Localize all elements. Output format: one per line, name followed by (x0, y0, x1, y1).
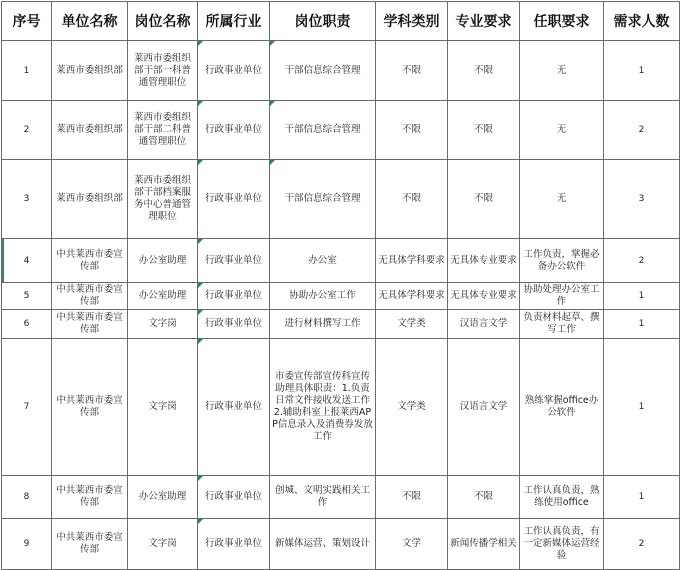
cell-headcount[interactable]: 2 (604, 239, 680, 283)
cell-discipline[interactable]: 无具体学科要求 (376, 239, 448, 283)
cell-requirement[interactable]: 负责材料起草、撰写工作 (520, 310, 604, 339)
header-unit[interactable]: 单位名称 (52, 2, 128, 41)
cell-industry[interactable]: 行政事业单位 (198, 160, 270, 239)
cell-position[interactable]: 办公室助理 (128, 476, 198, 519)
cell-duty[interactable]: 进行材料撰写工作 (270, 310, 376, 339)
cell-position[interactable]: 莱西市委组织部干部二科普通管理职位 (128, 101, 198, 160)
cell-headcount[interactable]: 1 (604, 476, 680, 519)
cell-unit[interactable]: 莱西市委组织部 (52, 160, 128, 239)
cell-major[interactable]: 新闻传播学相关 (448, 519, 520, 570)
cell-unit[interactable]: 中共莱西市委宣传部 (52, 239, 128, 283)
cell-requirement[interactable]: 工作认真负责，有一定新媒体运营经验 (520, 519, 604, 570)
cell-position[interactable]: 文字岗 (128, 339, 198, 476)
cell-headcount[interactable]: 2 (604, 101, 680, 160)
cell-major[interactable]: 无具体专业要求 (448, 239, 520, 283)
cell-industry[interactable]: 行政事业单位 (198, 239, 270, 283)
table-row (2, 41, 680, 101)
cell-industry[interactable]: 行政事业单位 (198, 310, 270, 339)
cell-industry[interactable]: 行政事业单位 (198, 41, 270, 101)
cell-headcount[interactable]: 1 (604, 339, 680, 476)
cell-index[interactable]: 9 (2, 519, 52, 570)
table-row (2, 476, 680, 519)
cell-position[interactable]: 莱西市委组织部干部档案服务中心普通管理职位 (128, 160, 198, 239)
cell-index[interactable]: 5 (2, 283, 52, 310)
cell-unit[interactable]: 中共莱西市委宣传部 (52, 310, 128, 339)
header-headcount[interactable]: 需求人数 (604, 2, 680, 41)
cell-discipline[interactable]: 文学 (376, 519, 448, 570)
cell-major[interactable]: 无具体专业要求 (448, 283, 520, 310)
cell-position[interactable]: 办公室助理 (128, 239, 198, 283)
cell-duty[interactable]: 新媒体运营、策划设计 (270, 519, 376, 570)
cell-duty[interactable]: 干部信息综合管理 (270, 101, 376, 160)
header-index[interactable]: 序号 (2, 2, 52, 41)
cell-headcount[interactable]: 3 (604, 160, 680, 239)
table-row (2, 239, 680, 283)
table-row (2, 339, 680, 476)
cell-duty[interactable]: 干部信息综合管理 (270, 160, 376, 239)
cell-unit[interactable]: 莱西市委组织部 (52, 41, 128, 101)
cell-duty[interactable]: 办公室 (270, 239, 376, 283)
cell-requirement[interactable]: 无 (520, 41, 604, 101)
cell-major[interactable]: 汉语言文学 (448, 339, 520, 476)
job-table (1, 1, 680, 570)
table-row (2, 160, 680, 239)
cell-industry[interactable]: 行政事业单位 (198, 101, 270, 160)
cell-major[interactable]: 不限 (448, 476, 520, 519)
cell-discipline[interactable]: 不限 (376, 160, 448, 239)
cell-requirement[interactable]: 协助处理办公室工作 (520, 283, 604, 310)
cell-discipline[interactable]: 不限 (376, 476, 448, 519)
cell-index[interactable]: 1 (2, 41, 52, 101)
cell-unit[interactable]: 中共莱西市委宣传部 (52, 283, 128, 310)
cell-industry[interactable]: 行政事业单位 (198, 339, 270, 476)
header-discipline[interactable]: 学科类别 (376, 2, 448, 41)
header-position[interactable]: 岗位名称 (128, 2, 198, 41)
cell-discipline[interactable]: 不限 (376, 101, 448, 160)
cell-unit[interactable]: 莱西市委组织部 (52, 101, 128, 160)
cell-duty[interactable]: 干部信息综合管理 (270, 41, 376, 101)
cell-requirement[interactable]: 无 (520, 160, 604, 239)
cell-position[interactable]: 莱西市委组织部干部一科普通管理职位 (128, 41, 198, 101)
cell-industry[interactable]: 行政事业单位 (198, 476, 270, 519)
cell-industry[interactable]: 行政事业单位 (198, 283, 270, 310)
cell-discipline[interactable]: 无具体学科要求 (376, 283, 448, 310)
cell-requirement[interactable]: 无 (520, 101, 604, 160)
header-row (2, 2, 680, 41)
cell-position[interactable]: 文字岗 (128, 519, 198, 570)
cell-headcount[interactable]: 2 (604, 519, 680, 570)
cell-duty[interactable]: 创城、文明实践相关工作 (270, 476, 376, 519)
table-row (2, 283, 680, 310)
cell-index[interactable]: 7 (2, 339, 52, 476)
cell-unit[interactable]: 中共莱西市委宣传部 (52, 476, 128, 519)
cell-discipline[interactable]: 不限 (376, 41, 448, 101)
cell-position[interactable]: 文字岗 (128, 310, 198, 339)
header-duty[interactable]: 岗位职责 (270, 2, 376, 41)
header-industry[interactable]: 所属行业 (198, 2, 270, 41)
cell-major[interactable]: 不限 (448, 160, 520, 239)
table-row (2, 519, 680, 570)
cell-duty[interactable]: 市委宣传部宣传科宣传助理具体职责：1.负责日常文件接收发送工作2.辅助科室上报莱西APP信息录入及消费券发放工作 (270, 339, 376, 476)
cell-requirement[interactable]: 熟练掌握office办公软件 (520, 339, 604, 476)
cell-headcount[interactable]: 1 (604, 310, 680, 339)
table-row (2, 310, 680, 339)
cell-headcount[interactable]: 1 (604, 283, 680, 310)
cell-index[interactable]: 2 (2, 101, 52, 160)
cell-position[interactable]: 办公室助理 (128, 283, 198, 310)
cell-requirement[interactable]: 工作认真负责，熟练使用office (520, 476, 604, 519)
cell-unit[interactable]: 中共莱西市委宣传部 (52, 339, 128, 476)
cell-index[interactable]: 8 (2, 476, 52, 519)
cell-industry[interactable]: 行政事业单位 (198, 519, 270, 570)
table-row (2, 101, 680, 160)
cell-major[interactable]: 不限 (448, 101, 520, 160)
cell-duty[interactable]: 协助办公室工作 (270, 283, 376, 310)
cell-major[interactable]: 汉语言文学 (448, 310, 520, 339)
cell-headcount[interactable]: 1 (604, 41, 680, 101)
cell-discipline[interactable]: 文学类 (376, 339, 448, 476)
cell-index[interactable]: 4 (2, 239, 52, 283)
cell-major[interactable]: 不限 (448, 41, 520, 101)
cell-requirement[interactable]: 工作负责，掌握必备办公软件 (520, 239, 604, 283)
header-requirement[interactable]: 任职要求 (520, 2, 604, 41)
header-major[interactable]: 专业要求 (448, 2, 520, 41)
cell-index[interactable]: 3 (2, 160, 52, 239)
cell-index[interactable]: 6 (2, 310, 52, 339)
cell-discipline[interactable]: 文学类 (376, 310, 448, 339)
cell-unit[interactable]: 中共莱西市委宣传部 (52, 519, 128, 570)
